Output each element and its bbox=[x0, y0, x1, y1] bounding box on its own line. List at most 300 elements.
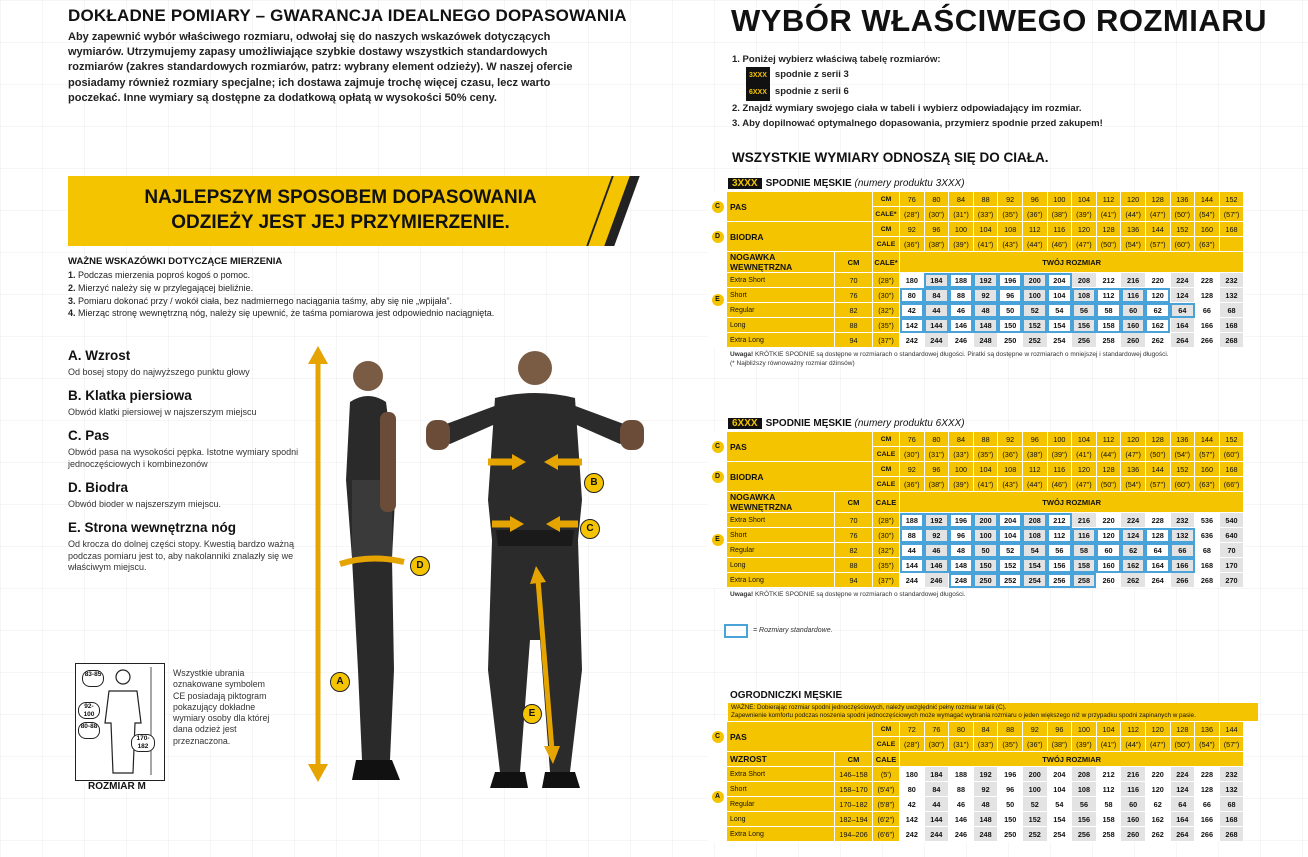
row-name: Regular bbox=[727, 543, 835, 558]
grid-row bbox=[709, 513, 1244, 528]
grid-header-row bbox=[709, 492, 1244, 513]
size-value: 132 bbox=[1219, 782, 1244, 797]
size-cell: (39") bbox=[1072, 737, 1097, 752]
unit-label: CALE* bbox=[873, 207, 900, 222]
size-value: 168 bbox=[1195, 558, 1220, 573]
size-cell: (66") bbox=[1219, 477, 1244, 492]
size-cell: 100 bbox=[1072, 722, 1097, 737]
size-cell: 72 bbox=[900, 722, 925, 737]
size-cell: 108 bbox=[998, 222, 1023, 237]
size-cell: (50") bbox=[1096, 477, 1121, 492]
row-cm: 76 bbox=[835, 288, 873, 303]
size-cell: 128 bbox=[1170, 722, 1195, 737]
size-value: 44 bbox=[924, 303, 949, 318]
size-cell: 96 bbox=[1022, 432, 1047, 447]
size-cell: 80 bbox=[949, 722, 974, 737]
size-cell: (30") bbox=[924, 207, 949, 222]
unit-label: CM bbox=[873, 432, 900, 447]
size-cell: (41") bbox=[973, 237, 998, 252]
size-cell: 96 bbox=[1022, 192, 1047, 207]
size-cell: 120 bbox=[1121, 192, 1146, 207]
size-value: 188 bbox=[900, 513, 925, 528]
size-value: 208 bbox=[1072, 273, 1097, 288]
size-value: 52 bbox=[1022, 303, 1047, 318]
model-figures-image bbox=[300, 340, 670, 800]
size-cell: 116 bbox=[1047, 222, 1072, 237]
your-size-heading: TWÓJ ROZMIAR bbox=[900, 252, 1244, 273]
size-value: 158 bbox=[1096, 812, 1121, 827]
size-value: 204 bbox=[1047, 767, 1072, 782]
left-title: DOKŁADNE POMIARY – GWARANCJA IDEALNEGO DOPASOWANIA bbox=[68, 6, 627, 25]
size-cell: 76 bbox=[900, 432, 925, 447]
measure-b: B. Klatka piersiowa Obwód klatki piersiowej w najszerszym miejscu bbox=[68, 388, 257, 417]
row-name: Extra Long bbox=[727, 573, 835, 588]
size-cell: 76 bbox=[900, 192, 925, 207]
size-cell: (28") bbox=[900, 207, 925, 222]
size-value: 242 bbox=[900, 333, 925, 348]
size-value: 220 bbox=[1145, 273, 1170, 288]
size-value: 150 bbox=[998, 812, 1023, 827]
size-value: 160 bbox=[1121, 812, 1146, 827]
row-name: Long bbox=[727, 812, 835, 827]
size-cell: 128 bbox=[1145, 192, 1170, 207]
grid-row bbox=[709, 827, 1244, 842]
tip-item: 4. Mierząc stronę wewnętrzną nóg, należy się upewnić, że taśma pomiarowa jest odpowiednio naciągnięta. bbox=[68, 308, 495, 319]
size-cell: (46") bbox=[1047, 237, 1072, 252]
measure-c: C. Pas Obwód pasa na wysokości pępka. Istotne wymiary spodni jednoczęściowych i kombinezonów bbox=[68, 428, 299, 469]
size-cell: 128 bbox=[1096, 222, 1121, 237]
size-value: 162 bbox=[1145, 318, 1170, 333]
size-value: 232 bbox=[1219, 273, 1244, 288]
size-cell: 120 bbox=[1121, 432, 1146, 447]
size-value: 146 bbox=[949, 318, 974, 333]
size-value: 150 bbox=[998, 318, 1023, 333]
size-value: 68 bbox=[1219, 303, 1244, 318]
size-value: 42 bbox=[900, 797, 925, 812]
size-value: 252 bbox=[1022, 333, 1047, 348]
size-value: 180 bbox=[900, 767, 925, 782]
size-value: 212 bbox=[1047, 513, 1072, 528]
size-cell: 144 bbox=[1145, 462, 1170, 477]
size-value: 142 bbox=[900, 318, 925, 333]
marker-circle-icon: A bbox=[709, 752, 727, 842]
size-value: 188 bbox=[949, 273, 974, 288]
size-value: 64 bbox=[1170, 797, 1195, 812]
pas-cm-row bbox=[709, 432, 1244, 447]
size-cell: 120 bbox=[1072, 222, 1097, 237]
row-cm: 82 bbox=[835, 543, 873, 558]
size-cell: 76 bbox=[924, 722, 949, 737]
size-cell: (31") bbox=[924, 447, 949, 462]
size-value: 200 bbox=[1022, 273, 1047, 288]
size-value: 196 bbox=[998, 273, 1023, 288]
size-cell: (63") bbox=[1195, 477, 1220, 492]
size-value: 108 bbox=[1072, 288, 1097, 303]
size-value: 262 bbox=[1145, 333, 1170, 348]
size-value: 636 bbox=[1195, 528, 1220, 543]
size-cell: 136 bbox=[1170, 432, 1195, 447]
size-cell: (63") bbox=[1195, 237, 1220, 252]
size-cell: (50") bbox=[1096, 237, 1121, 252]
size-value: 48 bbox=[949, 543, 974, 558]
size-value: 252 bbox=[1022, 827, 1047, 842]
grid-row bbox=[709, 543, 1244, 558]
marker-c: C bbox=[580, 519, 600, 539]
size-value: 216 bbox=[1121, 767, 1146, 782]
size-value: 60 bbox=[1096, 543, 1121, 558]
size-cell: (38") bbox=[924, 237, 949, 252]
size-value: 144 bbox=[924, 812, 949, 827]
size-value: 146 bbox=[924, 558, 949, 573]
size-cell: 160 bbox=[1195, 462, 1220, 477]
size-cell: (28") bbox=[900, 737, 925, 752]
size-value: 116 bbox=[1072, 528, 1097, 543]
grid-row bbox=[709, 273, 1244, 288]
size-value: 256 bbox=[1072, 333, 1097, 348]
size-cell: (36") bbox=[1022, 207, 1047, 222]
size-value: 184 bbox=[924, 273, 949, 288]
size-value: 266 bbox=[1195, 827, 1220, 842]
size-value: 264 bbox=[1170, 333, 1195, 348]
size-cell: (47") bbox=[1072, 477, 1097, 492]
size-value: 192 bbox=[973, 273, 998, 288]
size-value: 128 bbox=[1145, 528, 1170, 543]
size-value: 204 bbox=[1047, 273, 1072, 288]
grid-label: WZROST bbox=[727, 752, 835, 767]
size-cell: 112 bbox=[1096, 432, 1121, 447]
size-cell: (33") bbox=[973, 207, 998, 222]
size-value: 264 bbox=[1145, 573, 1170, 588]
row-in: (35") bbox=[873, 558, 900, 573]
size-cell: 80 bbox=[924, 192, 949, 207]
size-cell: 116 bbox=[1047, 462, 1072, 477]
size-cell: 104 bbox=[1096, 722, 1121, 737]
size-value: 152 bbox=[1022, 318, 1047, 333]
size-cell: (47") bbox=[1145, 737, 1170, 752]
size-value: 128 bbox=[1195, 782, 1220, 797]
size-value: 52 bbox=[1022, 797, 1047, 812]
size-value: 266 bbox=[1170, 573, 1195, 588]
row-cm: 94 bbox=[835, 333, 873, 348]
steps-list bbox=[732, 52, 1252, 131]
size-value: 58 bbox=[1096, 303, 1121, 318]
marker-circle-icon: E bbox=[709, 252, 727, 348]
size-value: 146 bbox=[949, 812, 974, 827]
size-value: 120 bbox=[1145, 288, 1170, 303]
pictogram-caption: ROZMIAR M bbox=[88, 781, 146, 792]
unit-label: CM bbox=[873, 222, 900, 237]
size-value: 536 bbox=[1195, 513, 1220, 528]
size-value: 200 bbox=[973, 513, 998, 528]
size-value: 80 bbox=[900, 288, 925, 303]
size-value: 154 bbox=[1022, 558, 1047, 573]
your-size-heading: TWÓJ ROZMIAR bbox=[900, 492, 1244, 513]
size-value: 220 bbox=[1096, 513, 1121, 528]
size-value: 192 bbox=[924, 513, 949, 528]
size-value: 260 bbox=[1096, 573, 1121, 588]
measure-e: E. Strona wewnętrzna nóg Od krocza do dolnej części stopy. Kwestią bardzo ważną podczas pomiaru jest to, aby nakolanniki znalazły się we właściwym miejscu. bbox=[68, 520, 294, 572]
grid-header-row bbox=[709, 752, 1244, 767]
all-body-heading: WSZYSTKIE WYMIARY ODNOSZĄ SIĘ DO CIAŁA. bbox=[732, 150, 1049, 165]
size-value: 92 bbox=[973, 782, 998, 797]
pictogram-waist: 92-100 bbox=[78, 702, 100, 719]
size-value: 260 bbox=[1121, 827, 1146, 842]
size-value: 248 bbox=[973, 333, 998, 348]
size-value: 148 bbox=[973, 318, 998, 333]
row-cm: 146–158 bbox=[835, 767, 873, 782]
size-cell: 96 bbox=[924, 462, 949, 477]
unit-label: CALE* bbox=[873, 252, 900, 273]
marker-circle-icon: C bbox=[709, 432, 727, 462]
size-value: 258 bbox=[1096, 333, 1121, 348]
unit-label: CM bbox=[835, 252, 873, 273]
size-value: 124 bbox=[1170, 782, 1195, 797]
size-cell: (38") bbox=[924, 477, 949, 492]
size-cell: (33") bbox=[949, 447, 974, 462]
size-value: 242 bbox=[900, 827, 925, 842]
size-value: 96 bbox=[949, 528, 974, 543]
size-value: 224 bbox=[1170, 767, 1195, 782]
size-value: 50 bbox=[973, 543, 998, 558]
size-value: 66 bbox=[1195, 797, 1220, 812]
size-value: 168 bbox=[1219, 812, 1244, 827]
size-cell: 168 bbox=[1219, 462, 1244, 477]
size-value: 192 bbox=[973, 767, 998, 782]
size-cell: 100 bbox=[1047, 192, 1072, 207]
size-value: 250 bbox=[998, 827, 1023, 842]
unit-label: CALE bbox=[873, 477, 900, 492]
row-in: (5') bbox=[873, 767, 900, 782]
size-value: 228 bbox=[1195, 273, 1220, 288]
size-cell: (44") bbox=[1022, 477, 1047, 492]
size-cell: 144 bbox=[1219, 722, 1244, 737]
size-value: 164 bbox=[1170, 812, 1195, 827]
unit-label: CM bbox=[835, 492, 873, 513]
unit-label: CM bbox=[835, 752, 873, 767]
size-value: 232 bbox=[1170, 513, 1195, 528]
size-value: 268 bbox=[1219, 333, 1244, 348]
size-value: 88 bbox=[900, 528, 925, 543]
size-value: 180 bbox=[900, 273, 925, 288]
size-value: 112 bbox=[1096, 782, 1121, 797]
unit-label: CALE bbox=[873, 492, 900, 513]
size-value: 80 bbox=[900, 782, 925, 797]
size-value: 58 bbox=[1096, 797, 1121, 812]
size-value: 108 bbox=[1022, 528, 1047, 543]
size-value: 246 bbox=[924, 573, 949, 588]
row-cm: 76 bbox=[835, 528, 873, 543]
grid-row bbox=[709, 318, 1244, 333]
size-value: 166 bbox=[1195, 812, 1220, 827]
size-value: 244 bbox=[924, 333, 949, 348]
row-in: (6'2") bbox=[873, 812, 900, 827]
size-value: 188 bbox=[949, 767, 974, 782]
size-value: 112 bbox=[1096, 288, 1121, 303]
size-cell: 120 bbox=[1145, 722, 1170, 737]
size-value: 258 bbox=[1096, 827, 1121, 842]
pas-label: PAS bbox=[727, 432, 873, 462]
size-value: 160 bbox=[1121, 318, 1146, 333]
size-cell: (47") bbox=[1121, 447, 1146, 462]
size-value: 248 bbox=[949, 573, 974, 588]
pas-label: PAS bbox=[727, 192, 873, 222]
size-value: 92 bbox=[924, 528, 949, 543]
size-value: 232 bbox=[1219, 767, 1244, 782]
row-cm: 88 bbox=[835, 318, 873, 333]
series-3-option: 3XXX spodnie z serii 3 bbox=[732, 67, 1252, 84]
size-value: 54 bbox=[1022, 543, 1047, 558]
size-value: 196 bbox=[998, 767, 1023, 782]
size-value: 258 bbox=[1072, 573, 1097, 588]
size-value: 264 bbox=[1170, 827, 1195, 842]
size-cell: (60") bbox=[1170, 477, 1195, 492]
size-cell: 112 bbox=[1121, 722, 1146, 737]
size-cell: (44") bbox=[1096, 447, 1121, 462]
marker-circle-icon: E bbox=[709, 492, 727, 588]
size-value: 60 bbox=[1121, 303, 1146, 318]
grid-row bbox=[709, 333, 1244, 348]
size-cell: 104 bbox=[973, 222, 998, 237]
size-cell: 104 bbox=[973, 462, 998, 477]
size-value: 148 bbox=[949, 558, 974, 573]
size-cell: 92 bbox=[998, 192, 1023, 207]
size-value: 88 bbox=[949, 288, 974, 303]
size-cell: (39") bbox=[1047, 447, 1072, 462]
row-cm: 182–194 bbox=[835, 812, 873, 827]
size-cell: 128 bbox=[1096, 462, 1121, 477]
size-cell: (57") bbox=[1145, 237, 1170, 252]
size-value: 50 bbox=[998, 303, 1023, 318]
size-value: 54 bbox=[1047, 303, 1072, 318]
size-value: 68 bbox=[1219, 797, 1244, 812]
size-value: 144 bbox=[900, 558, 925, 573]
size-cell: (54") bbox=[1195, 207, 1220, 222]
size-cell: (36") bbox=[998, 447, 1023, 462]
size-cell: (50") bbox=[1170, 737, 1195, 752]
row-cm: 94 bbox=[835, 573, 873, 588]
size-value: 156 bbox=[1072, 812, 1097, 827]
size-table-6xxx: 6XXX SPODNIE MĘSKIE (numery produktu 6XXX) C PAS CM 76 80 84 88 92 96 100 104 112 120 128 136 144 152 CALE (30") (31") (33") (35") (36") (38") (39") (41") (44") (47") (50") (54") (57") (60") D BIODRA CM 92 96 100 104 108 112 116 120 128 136 144 152 160 168 CALE (36") (38") (39") (41") (43") (44") (46") (47") (50") (54") (57") (60") (63") (66") E NOGAWKA WEWNĘTRZNA CM CALE TWÓJ ROZMIAR Extra Short 70 (28") 188 192 196 200 204 208 212 216 220 224 228 232 536 540 Short 76 (30") 88 92 96 100 104 108 112 116 120 124 128 132 636 640 Regular 82 (32") 44 46 48 50 52 54 56 58 60 62 64 66 68 70 Long 88 (35") 144 146 148 150 152 154 156 158 160 162 164 166 168 170 Extra Long 94 (37") 244 246 248 250 252 254 256 258 260 262 264 266 268 270 Uwaga! KRÓTKIE SPODNIE są dostępne w rozmiarach o standardowej długości. bbox=[708, 416, 1244, 600]
row-cm: 170–182 bbox=[835, 797, 873, 812]
size-cell: (41") bbox=[973, 477, 998, 492]
row-in: (5'4") bbox=[873, 782, 900, 797]
size-cell: (30") bbox=[900, 447, 925, 462]
tip-item: 1. Podczas mierzenia poproś kogoś o pomoc. bbox=[68, 270, 251, 280]
size-cell: 168 bbox=[1219, 222, 1244, 237]
size-cell: (41") bbox=[1096, 737, 1121, 752]
size-value: 96 bbox=[998, 288, 1023, 303]
size-value: 208 bbox=[1072, 767, 1097, 782]
row-cm: 194–206 bbox=[835, 827, 873, 842]
size-cell: (36") bbox=[1022, 737, 1047, 752]
size-cell: 100 bbox=[1047, 432, 1072, 447]
size-value: 50 bbox=[998, 797, 1023, 812]
size-value: 58 bbox=[1072, 543, 1097, 558]
size-value: 124 bbox=[1121, 528, 1146, 543]
size-value: 148 bbox=[973, 812, 998, 827]
size-value: 142 bbox=[900, 812, 925, 827]
size-value: 120 bbox=[1145, 782, 1170, 797]
row-in: (28") bbox=[873, 273, 900, 288]
size-value: 166 bbox=[1195, 318, 1220, 333]
size-value: 108 bbox=[1072, 782, 1097, 797]
size-value: 88 bbox=[949, 782, 974, 797]
tips-heading: WAŻNE WSKAZÓWKI DOTYCZĄCE MIERZENIA bbox=[68, 256, 283, 267]
size-cell: 92 bbox=[900, 222, 925, 237]
size-cell: (44") bbox=[1121, 207, 1146, 222]
size-value: 46 bbox=[949, 303, 974, 318]
size-value: 220 bbox=[1145, 767, 1170, 782]
size-cell: 152 bbox=[1219, 192, 1244, 207]
size-value: 162 bbox=[1121, 558, 1146, 573]
size-value: 244 bbox=[924, 827, 949, 842]
size-cell: 136 bbox=[1121, 222, 1146, 237]
size-cell: (38") bbox=[1047, 207, 1072, 222]
size-table-overalls: OGRODNICZKI MĘSKIE WAŻNE: Dobierając rozmiar spodni jednoczęściowych, należy uwzględnić pełny rozmiar w talii (C). Zapewnienie komfortu podczas noszenia spodni jednoczęściowych może wymagać wybrania rozmiaru o jeden większego niż w przypadku spodni zapinanych w pasie. C PAS CM 72 76 80 84 88 92 96 100 104 112 120 128 136 144 CALE (28") (30") (31") (33") (35") (36") (38") (39") (41") (44") (47") (50") (54") (57") A WZROST CM CALE TWÓJ ROZMIAR Extra Short 146–158 (5') 180 184 188 192 196 200 204 208 212 216 220 224 228 232 Short 158–170 (5'4") 80 84 88 92 96 100 104 108 112 116 120 124 128 132 Regular 170–182 (5'8") 42 44 46 48 50 52 54 56 58 60 62 64 66 68 Long 182–194 (6'2") 142 144 146 148 150 152 154 156 158 160 162 164 166 168 Extra Long 194–206 (6'6") 242 244 246 248 250 252 254 256 258 260 262 264 266 268 bbox=[708, 688, 1258, 842]
size-value: 266 bbox=[1195, 333, 1220, 348]
unit-label: CM bbox=[873, 722, 900, 737]
size-value: 162 bbox=[1145, 812, 1170, 827]
grid-row bbox=[709, 767, 1244, 782]
size-value: 44 bbox=[924, 797, 949, 812]
size-value: 244 bbox=[900, 573, 925, 588]
row-name: Extra Short bbox=[727, 513, 835, 528]
unit-label: CM bbox=[873, 462, 900, 477]
size-value: 184 bbox=[924, 767, 949, 782]
tip-item: 3. Pomiaru dokonać przy / wokół ciała, bez nadmiernego naciągania taśmy, aby się nie „wpijała”. bbox=[68, 295, 453, 306]
size-value: 228 bbox=[1195, 767, 1220, 782]
size-cell: 96 bbox=[1047, 722, 1072, 737]
size-cell: 152 bbox=[1170, 222, 1195, 237]
row-name: Short bbox=[727, 782, 835, 797]
row-name: Short bbox=[727, 528, 835, 543]
step-3: 3. Aby dopilnować optymalnego dopasowania, przymierz spodnie przed zakupem! bbox=[732, 118, 1103, 129]
marker-d: D bbox=[410, 556, 430, 576]
size-value: 156 bbox=[1047, 558, 1072, 573]
size-cell: 128 bbox=[1145, 432, 1170, 447]
size-cell: 92 bbox=[900, 462, 925, 477]
row-in: (30") bbox=[873, 528, 900, 543]
size-value: 48 bbox=[973, 797, 998, 812]
size-cell: (57") bbox=[1219, 737, 1244, 752]
row-name: Regular bbox=[727, 797, 835, 812]
size-value: 268 bbox=[1195, 573, 1220, 588]
size-cell: 92 bbox=[998, 432, 1023, 447]
size-value: 254 bbox=[1022, 573, 1047, 588]
size-cell: 88 bbox=[973, 192, 998, 207]
size-value: 212 bbox=[1096, 273, 1121, 288]
row-cm: 82 bbox=[835, 303, 873, 318]
size-cell: 144 bbox=[1195, 432, 1220, 447]
size-cell: 84 bbox=[949, 192, 974, 207]
size-value: 164 bbox=[1145, 558, 1170, 573]
biodra-label: BIODRA bbox=[727, 462, 873, 492]
size-value: 152 bbox=[1022, 812, 1047, 827]
size-value: 156 bbox=[1072, 318, 1097, 333]
size-cell: 100 bbox=[949, 462, 974, 477]
size-value: 128 bbox=[1195, 288, 1220, 303]
size-cell: (41") bbox=[1096, 207, 1121, 222]
size-cell: 160 bbox=[1195, 222, 1220, 237]
size-cell: (57") bbox=[1219, 207, 1244, 222]
size-value: 256 bbox=[1072, 827, 1097, 842]
size-value: 56 bbox=[1047, 543, 1072, 558]
biodra-cm-row bbox=[709, 222, 1244, 237]
row-in: (32") bbox=[873, 543, 900, 558]
size-cell: (50") bbox=[1170, 207, 1195, 222]
row-in: (6'6") bbox=[873, 827, 900, 842]
size-value: 254 bbox=[1047, 333, 1072, 348]
